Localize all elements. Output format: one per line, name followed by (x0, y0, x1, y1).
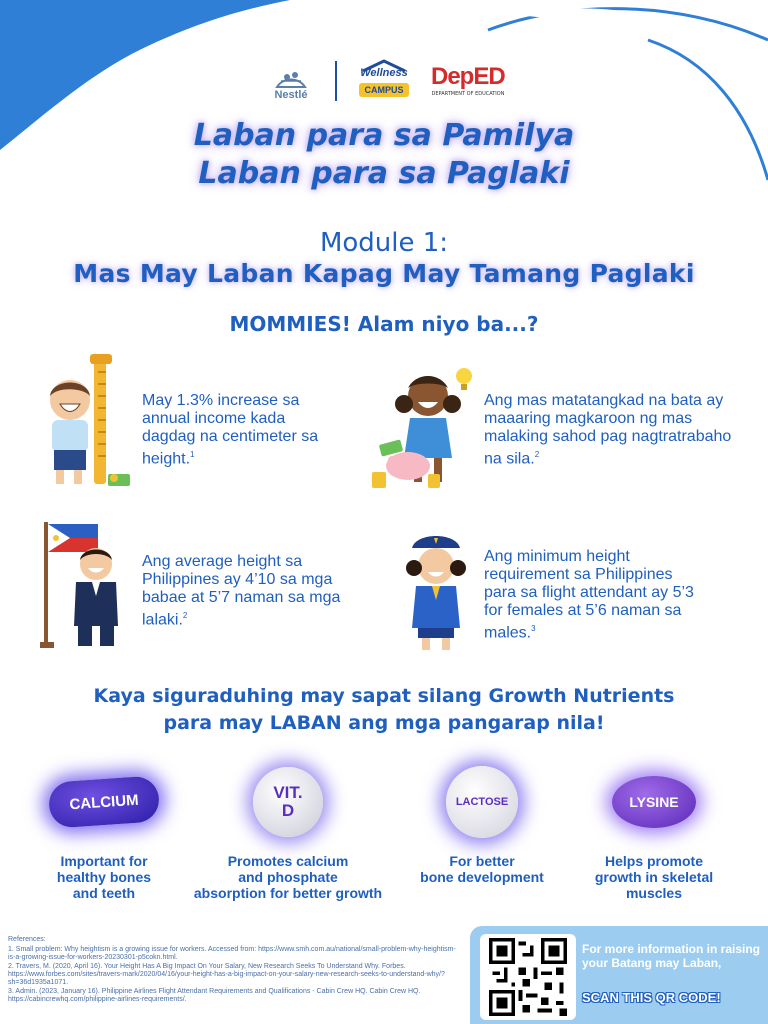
girl-piggy-bank-icon (366, 362, 476, 492)
main-title-line-2: Laban para sa Paglaki (198, 156, 570, 191)
reference-item: 1. Small problem: Why heightism is a growing issue for workers. Accessed from: https://www.smh.com.au/national/small-problem-why-heightism-is-a-growing-issue-for-workers-20230301-p5cokn.html. (8, 946, 456, 961)
fact-2 (484, 392, 734, 468)
vitamin-d-label-2: D (281, 801, 295, 820)
main-title (0, 117, 768, 193)
nestle-logo (263, 61, 319, 101)
nutrient-lactose (402, 757, 562, 885)
fact-1 (142, 392, 342, 468)
vitamin-d-description: Promotes calcium and phosphate absorption for better growth (193, 853, 383, 901)
fact-3-text: Ang average height sa Philippines ay 4’10 sa mga babae at 5’7 naman sa mga lalaki. (142, 553, 341, 629)
vitamin-d-label: VIT. (273, 783, 303, 802)
qr-panel (470, 926, 768, 1024)
tagline-line-1: Kaya siguraduhing may sapat silang Growth Nutrients (93, 685, 675, 707)
calcium-description: Important for healthy bones and teeth (56, 853, 152, 901)
wellness-wordmark: Wellness (360, 67, 408, 79)
qr-cta-text: SCAN THIS QR CODE! (582, 990, 721, 1005)
lactose-description: For better bone development (420, 853, 544, 885)
lysine-description: Helps promote growth in skeletal muscles (594, 853, 714, 901)
partner-logos (0, 58, 768, 104)
nest-icon (275, 67, 307, 89)
fact-4-ref: 3 (531, 624, 536, 633)
module-title: Mas May Laban Kapag May Tamang Paglaki (73, 259, 695, 288)
calcium-pill-icon (48, 775, 161, 829)
height-chart-boy-icon (40, 350, 132, 492)
nutrient-vitamin-d (188, 757, 388, 901)
lysine-pill-icon (612, 776, 696, 828)
deped-logo (431, 61, 505, 101)
fact-1-ref: 1 (190, 450, 195, 459)
qr-code-icon (489, 938, 567, 1016)
fact-2-text: Ang mas matatangkad na bata ay maaaring magkaroon ng mas malaking sahod pag nagtratrabaho na sila. (484, 392, 732, 468)
fact-1-text: May 1.3% increase sa annual income kada dagdag na centimeter sa height. (142, 392, 319, 468)
module-label: Module 1: (319, 228, 449, 258)
deped-wordmark: DepED (431, 63, 505, 90)
campus-wordmark: CAMPUS (359, 83, 409, 97)
qr-code[interactable] (480, 934, 576, 1020)
fact-4-text: Ang minimum height requirement sa Philippines para sa flight attendant ay 5’3 for females at 5’6 naman sa males. (484, 548, 694, 642)
lactose-pill-icon (446, 766, 518, 838)
nutrient-lysine (574, 757, 734, 901)
lysine-label: LYSINE (629, 794, 679, 810)
deped-subtitle: DEPARTMENT OF EDUCATION (431, 91, 505, 97)
references (8, 936, 458, 1005)
flight-attendant-icon (396, 530, 476, 652)
reference-item: 2. Travers, M. (2020, April 16). Your Height Has A Big Impact On Your Salary, New Research Seeks To Understand Why. Forbes. https://www.forbes.com/sites/travers-mark/2020/04/16/your-height-has-a-big-impact-on-your-salary-new-research-seeks-to-understand-why/?sh=36d1935a1071. (8, 963, 445, 986)
nestle-wordmark: Nestlé (274, 89, 308, 101)
fact-3 (142, 553, 352, 629)
vitamin-d-pill-icon (253, 767, 323, 837)
fact-3-ref: 2 (182, 611, 188, 620)
tagline (0, 683, 768, 737)
nutrient-calcium (24, 757, 184, 901)
references-title: References: (8, 936, 46, 943)
man-flag-icon (40, 518, 124, 650)
fact-4 (484, 548, 704, 642)
wellness-campus-logo (353, 59, 415, 103)
qr-info-text: For more information in raising your Batang may Laban, (582, 942, 761, 970)
main-title-line-1: Laban para sa Pamilya (193, 118, 575, 153)
fact-2-ref: 2 (534, 450, 540, 459)
logo-divider (335, 61, 337, 101)
calcium-label: CALCIUM (68, 791, 140, 813)
lactose-label: LACTOSE (455, 796, 509, 808)
reference-item: 3. Admin. (2023, January 16). Philippine Airlines Flight Attendant Requirements and Qualifications - Cabin Crew HQ. Cabin Crew HQ. https://cabincrewhq.com/philippine-airlines-requirements/. (8, 988, 421, 1003)
tagline-line-2: para may LABAN ang mga pangarap nila! (163, 712, 605, 734)
intro-heading: MOMMIES! Alam niyo ba...? (229, 312, 539, 336)
